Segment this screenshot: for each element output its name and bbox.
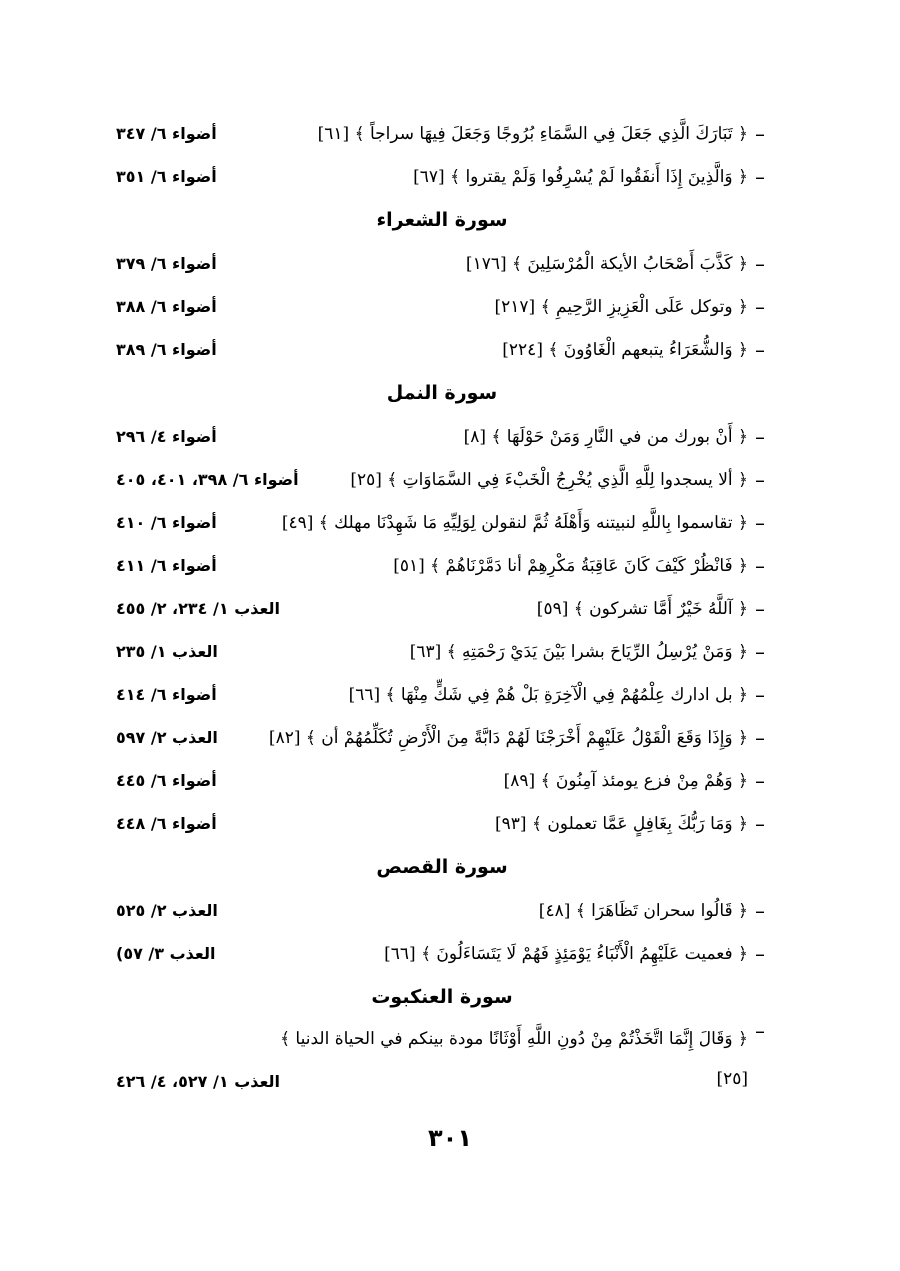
bullet-dash: – xyxy=(755,510,765,535)
bullet-dash: – xyxy=(755,639,765,664)
bullet-dash: – xyxy=(755,725,765,750)
source-reference: العذب ٢/ ٥٢٥ xyxy=(116,901,218,920)
bullet-dash: – xyxy=(755,682,765,707)
surah-heading: سورة القصص xyxy=(376,856,508,878)
bullet-dash: – xyxy=(755,337,765,362)
source-reference: أضواء ٦/ ٤٤٥ xyxy=(116,771,217,790)
source-reference: أضواء ٦/ ٣٧٩ xyxy=(116,254,217,273)
list-item xyxy=(112,285,772,328)
list-item xyxy=(112,759,772,802)
list-item xyxy=(112,1019,772,1099)
bullet-dash: – xyxy=(755,596,765,621)
list-item xyxy=(112,112,772,155)
source-reference: العذب ٢/ ٥٩٧ xyxy=(116,728,218,747)
verse-text: ﴿ أَنْ بورك من في النَّارِ وَمَنْ حَوْلَهَا ﴾ [٨] xyxy=(463,427,748,447)
source-reference: أضواء ٤/ ٢٩٦ xyxy=(116,427,217,446)
bullet-dash: – xyxy=(755,121,765,146)
list-item xyxy=(112,544,772,587)
verse-index xyxy=(112,112,772,1099)
list-item xyxy=(112,155,772,198)
page-number: ٣٠١ xyxy=(428,1124,472,1152)
bullet-dash: – xyxy=(755,941,765,966)
bullet-dash: – xyxy=(755,424,765,449)
verse-text: ﴿ ألا يسجدوا لِلَّهِ الَّذِي يُخْرِجُ الْخَبْءَ فِي السَّمَاوَاتِ ﴾ [٢٥] xyxy=(350,470,748,490)
source-reference: أضواء ٦/ ٣٨٨ xyxy=(116,297,217,316)
source-reference: أضواء ٦/ ٤١١ xyxy=(116,556,217,575)
verse-text: ﴿ وَمَا رَبُّكَ بِغَافِلٍ عَمَّا تعملون ﴾ [٩٣] xyxy=(495,814,748,834)
list-item xyxy=(112,328,772,371)
source-reference: أضواء ٦/ ٤١٠ xyxy=(116,513,217,532)
verse-text: ﴿ تَبَارَكَ الَّذِي جَعَلَ فِي السَّمَاءِ بُرُوجًا وَجَعَلَ فِيهَا سراجاً ﴾ [٦١] xyxy=(317,124,748,144)
list-item xyxy=(112,716,772,759)
source-reference: العذب ١/ ٥٢٧، ٤/ ٤٢٦ xyxy=(116,1072,281,1091)
surah-heading: سورة الشعراء xyxy=(376,209,508,231)
list-item xyxy=(112,932,772,975)
source-reference: أضواء ٦/ ٣٤٧ xyxy=(116,124,217,143)
verse-text: ﴿ آللَّهُ خَيْرٌ أَمَّا تشركون ﴾ [٥٩] xyxy=(536,599,748,619)
bullet-dash: – xyxy=(755,553,765,578)
verse-text: ﴿ وَالشُّعَرَاءُ يتبعهم الْغَاوُونَ ﴾ [٢٢٤] xyxy=(502,340,748,360)
bullet-dash: – xyxy=(755,768,765,793)
verse-text: ﴿ كَذَّبَ أَصْحَابُ الأيكة الْمُرْسَلِينَ ﴾ [١٧٦] xyxy=(465,254,748,274)
list-item xyxy=(112,587,772,630)
verse-text: ﴿ قَالُوا سحران تَظَاهَرَا ﴾ [٤٨] xyxy=(538,901,748,921)
source-reference: أضواء ٦/ ٤١٤ xyxy=(116,685,217,704)
verse-text: ﴿ وَإِذَا وَقَعَ الْقَوْلُ عَلَيْهِمْ أَخْرَجْنَا لَهُمْ دَابَّةً مِنَ الْأَرْضِ تُكَلِّمُهُمْ أن ﴾ [٨٢] xyxy=(268,728,748,748)
verse-text: ﴿ وتوكل عَلَى الْعَزِيزِ الرَّحِيمِ ﴾ [٢١٧] xyxy=(494,297,748,317)
source-reference: أضواء ٦/ ٣٩٨، ٤٠١، ٤٠٥ xyxy=(116,470,299,489)
verse-text: ﴿ وَهُمْ مِنْ فزع يومئذ آمِنُونَ ﴾ [٨٩] xyxy=(503,771,748,791)
bullet-dash: – xyxy=(755,1019,765,1043)
verse-text: ﴿ فَانْظُرْ كَيْفَ كَانَ عَاقِبَةُ مَكْرِهِمْ أنا دَمَّرْنَاهُمْ ﴾ [٥١] xyxy=(393,556,748,576)
source-reference: أضواء ٦/ ٣٥١ xyxy=(116,167,217,186)
bullet-dash: – xyxy=(755,251,765,276)
source-reference: العذب ١/ ٢٣٤، ٢/ ٤٥٥ xyxy=(116,599,281,618)
list-item xyxy=(112,802,772,845)
verse-text: ﴿ تقاسموا بِاللَّهِ لنبيتنه وَأَهْلَهُ ثُمَّ لنقولن لِوَلِيِّهِ مَا شَهِدْنَا مهلك ﴾ [٤٩] xyxy=(281,513,748,533)
list-item xyxy=(112,673,772,716)
bullet-dash: – xyxy=(755,294,765,319)
bullet-dash: – xyxy=(755,811,765,836)
verse-text: ﴿ بل ادارك عِلْمُهُمْ فِي الْآخِرَةِ بَلْ هُمْ فِي شَكٍّ مِنْهَا ﴾ [٦٦] xyxy=(348,685,748,705)
bullet-dash: – xyxy=(755,467,765,492)
list-item xyxy=(112,458,772,501)
bullet-dash: – xyxy=(755,898,765,923)
verse-text: ﴿ وَالَّذِينَ إِذَا أَنفَقُوا لَمْ يُسْرِفُوا وَلَمْ يقتروا ﴾ [٦٧] xyxy=(413,167,748,187)
list-item xyxy=(112,242,772,285)
source-reference: العذب ٣/ ٥٧) xyxy=(116,944,216,963)
source-reference: أضواء ٦/ ٤٤٨ xyxy=(116,814,217,833)
surah-heading: سورة النمل xyxy=(386,382,498,404)
list-item xyxy=(112,889,772,932)
verse-text: ﴿ فعميت عَلَيْهِمُ الْأَنْبَاءُ يَوْمَئِذٍ فَهُمْ لَا يَتَسَاءَلُونَ ﴾ [٦٦] xyxy=(384,944,748,964)
source-reference: أضواء ٦/ ٣٨٩ xyxy=(116,340,217,359)
bullet-dash: – xyxy=(755,164,765,189)
list-item xyxy=(112,501,772,544)
source-reference: العذب ١/ ٢٣٥ xyxy=(116,642,218,661)
verse-text: ﴿ وَمَنْ يُرْسِلُ الرِّيَاحَ بشرا بَيْنَ يَدَيْ رَحْمَتِهِ ﴾ [٦٣] xyxy=(409,642,748,662)
list-item xyxy=(112,415,772,458)
list-item xyxy=(112,630,772,673)
verse-text: ﴿ وَقَالَ إِنَّمَا اتَّخَذْتُمْ مِنْ دُونِ اللَّهِ أَوْثَانًا مودة بينكم في الحياة الدنيا ﴾ [٢٥] xyxy=(280,1029,748,1089)
surah-heading: سورة العنكبوت xyxy=(371,986,513,1008)
